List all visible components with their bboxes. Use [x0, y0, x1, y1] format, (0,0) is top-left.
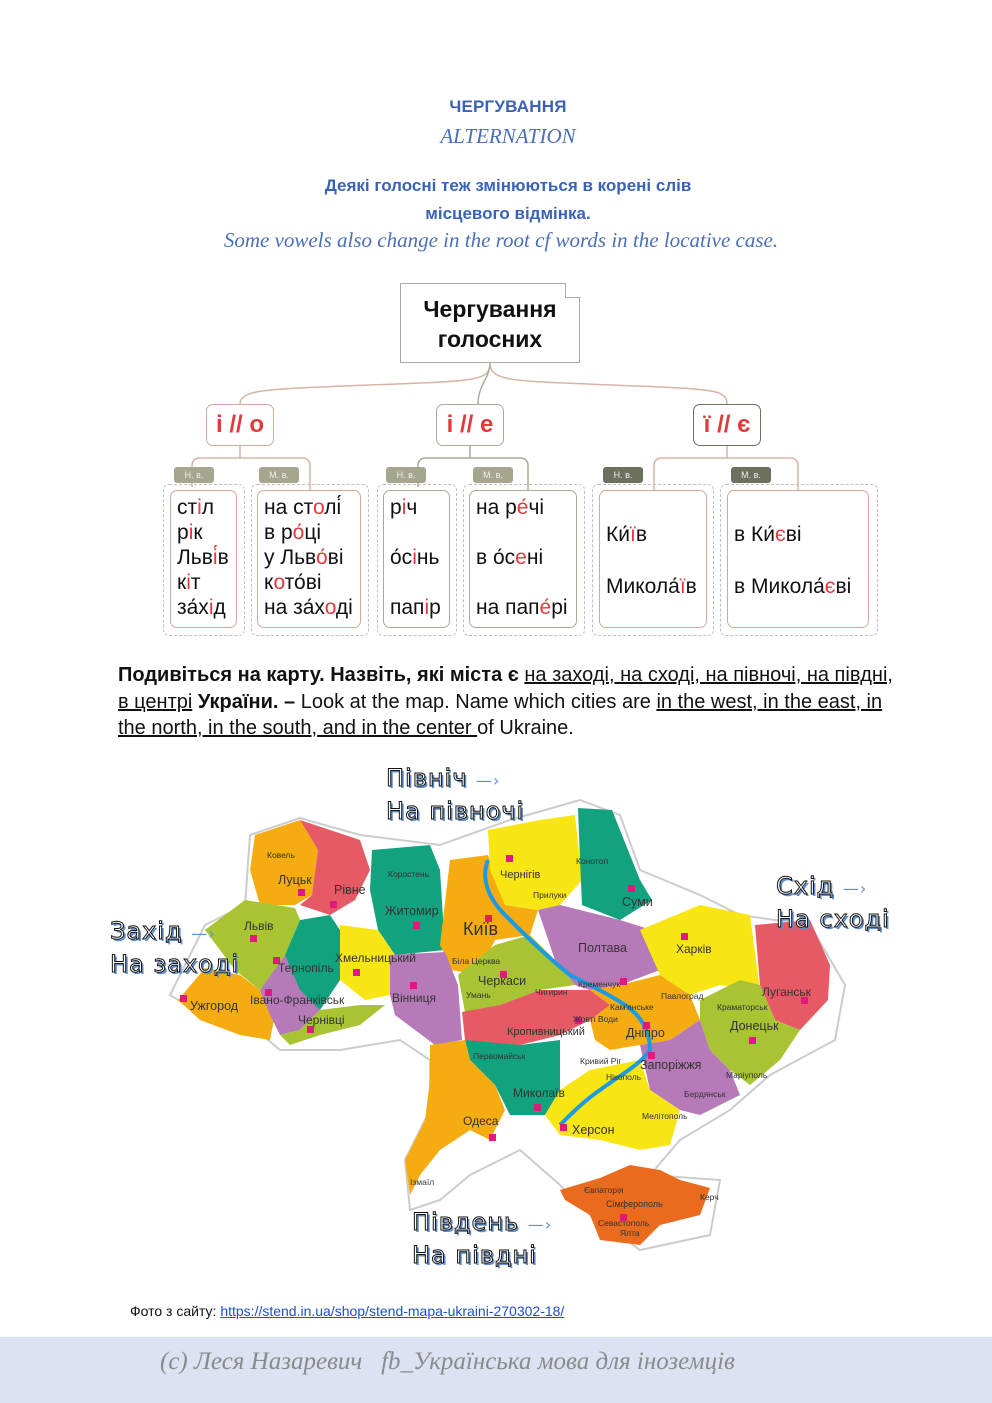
- direction-south: [412, 1207, 552, 1271]
- west-label: Захід: [110, 917, 183, 945]
- north-locative-label: На півночі: [386, 797, 525, 825]
- svg-text:Вінниця: Вінниця: [392, 991, 436, 1005]
- photo-credit: [130, 1303, 564, 1319]
- svg-text:Львів: Львів: [244, 919, 274, 933]
- east-locative-label: На сході: [776, 905, 890, 933]
- word-item: на ре́чі: [476, 496, 545, 519]
- tag-nominative: Н. в.: [174, 467, 214, 483]
- word-item: кіт: [177, 571, 201, 594]
- arrow-icon: —›: [476, 771, 501, 790]
- svg-text:Тернопіль: Тернопіль: [278, 961, 334, 975]
- word-item: в Микола́єві: [734, 575, 852, 598]
- word-item: у Льво́ві: [264, 546, 344, 569]
- svg-text:Жовті Води: Жовті Води: [573, 1014, 618, 1024]
- svg-text:Миколаїв: Миколаїв: [513, 1086, 565, 1100]
- word-item: в о́сені: [476, 546, 544, 569]
- word-item: о́сінь: [390, 546, 440, 569]
- svg-text:Краматорськ: Краматорськ: [717, 1002, 768, 1012]
- footer-copyright: (c) Леся Назаревич fb_Українська мова для іноземців: [160, 1348, 735, 1375]
- svg-text:Павлоград: Павлоград: [661, 991, 704, 1001]
- tag-locative: М. в.: [473, 467, 513, 483]
- tag-nominative: Н. в.: [386, 467, 426, 483]
- svg-text:Сімферополь: Сімферополь: [606, 1199, 663, 1209]
- svg-text:Дніпро: Дніпро: [626, 1026, 665, 1040]
- svg-text:Керч: Керч: [700, 1192, 719, 1202]
- word-item: папір: [390, 596, 441, 619]
- svg-text:Конотоп: Конотоп: [576, 856, 609, 866]
- svg-text:Умань: Умань: [466, 990, 491, 1000]
- svg-text:Чигирин: Чигирин: [535, 987, 568, 997]
- word-item: Льві́в: [177, 546, 229, 569]
- tag-nominative: Н. в.: [603, 467, 643, 483]
- south-label: Південь: [412, 1208, 520, 1236]
- svg-text:Ковель: Ковель: [267, 850, 295, 860]
- svg-text:Полтава: Полтава: [578, 941, 627, 955]
- svg-text:Харків: Харків: [676, 942, 712, 956]
- svg-text:Луцьк: Луцьк: [278, 873, 312, 887]
- svg-text:Первомайськ: Первомайськ: [473, 1051, 526, 1061]
- page-title-english: ALTERNATION: [440, 124, 576, 148]
- svg-text:Київ: Київ: [463, 919, 499, 939]
- word-item: в ро́ці: [264, 521, 322, 544]
- south-locative-label: На півдні: [412, 1241, 537, 1269]
- svg-text:Бердянськ: Бердянськ: [684, 1089, 726, 1099]
- intro-line-2: місцевого відмінка.: [425, 204, 591, 223]
- svg-text:Рівне: Рівне: [334, 883, 366, 897]
- svg-text:Біла Церква: Біла Церква: [452, 956, 501, 966]
- north-label: Північ: [386, 764, 468, 792]
- tag-locative: М. в.: [731, 467, 771, 483]
- intro-english: Some vowels also change in the root cf words in the locative case.: [223, 228, 779, 252]
- svg-text:Прилуки: Прилуки: [533, 890, 567, 900]
- svg-text:Івано-Франківськ: Івано-Франківськ: [250, 993, 345, 1007]
- direction-east: [776, 871, 890, 935]
- word-item: за́хід: [177, 596, 226, 619]
- word-item: на папе́рі: [476, 596, 568, 619]
- word-item: річ: [390, 496, 418, 519]
- svg-text:Нікополь: Нікополь: [606, 1072, 642, 1082]
- word-item: кото́ві: [264, 571, 322, 594]
- root-line-2: голосних: [437, 326, 543, 352]
- pair-yi-ye: ї // є: [693, 404, 761, 446]
- arrow-icon: —›: [527, 1215, 553, 1234]
- svg-text:Чернівці: Чернівці: [298, 1013, 345, 1027]
- svg-text:Житомир: Житомир: [385, 904, 439, 918]
- word-item: Микола́їв: [606, 575, 697, 598]
- west-locative-label: На заході: [110, 950, 239, 978]
- svg-text:Маріуполь: Маріуполь: [726, 1070, 768, 1080]
- task-bold-2: України. –: [192, 690, 301, 713]
- task-english-1: Look at the map. Name which cities are: [300, 690, 657, 713]
- svg-text:Кривий Ріг: Кривий Ріг: [580, 1056, 622, 1066]
- svg-text:Кропивницький: Кропивницький: [507, 1026, 585, 1038]
- svg-text:Черкаси: Черкаси: [478, 974, 527, 988]
- svg-text:Хмельницький: Хмельницький: [335, 951, 416, 965]
- word-item: в Ки́єві: [734, 523, 802, 546]
- source-link[interactable]: https://stend.in.ua/shop/stend-mapa-ukraini-270302-18/: [220, 1303, 565, 1319]
- svg-text:Ялта: Ялта: [620, 1228, 640, 1238]
- word-item: на столі́: [264, 496, 342, 519]
- pair-i-e: і // е: [436, 404, 504, 446]
- task-underline-1: на заході, на сході, на півночі, на півдні, в центрі: [118, 664, 893, 713]
- task-underline-2: in the west, in the east, in the north, in the south, and in the center: [118, 690, 883, 739]
- svg-text:Суми: Суми: [622, 895, 653, 909]
- pair-i-o: і // о: [206, 404, 274, 446]
- word-item: Ки́їв: [606, 523, 647, 546]
- svg-text:Кременчук: Кременчук: [578, 979, 621, 989]
- tag-locative: М. в.: [259, 467, 299, 483]
- page-title: ЧЕРГУВАННЯ: [449, 97, 567, 116]
- arrow-icon: —›: [191, 924, 216, 943]
- svg-text:Запоріжжя: Запоріжжя: [640, 1058, 702, 1072]
- direction-west: [110, 916, 239, 980]
- direction-north: [386, 763, 524, 827]
- svg-text:Євпаторія: Євпаторія: [584, 1185, 624, 1195]
- task-bold-1: Подивіться на карту. Назвіть, які міста є: [118, 664, 525, 686]
- svg-text:Кам'янське: Кам'янське: [610, 1002, 654, 1012]
- svg-text:Ізмаїл: Ізмаїл: [410, 1177, 435, 1187]
- word-item: стіл: [177, 496, 215, 519]
- svg-text:Одеса: Одеса: [463, 1114, 499, 1128]
- root-line-1: Чергування: [423, 296, 557, 322]
- word-item: на за́ході: [264, 596, 353, 619]
- svg-text:Ужгород: Ужгород: [190, 999, 239, 1013]
- svg-text:Херсон: Херсон: [572, 1123, 615, 1137]
- svg-text:Луганськ: Луганськ: [762, 985, 811, 999]
- task-english-2: of Ukraine.: [477, 717, 574, 739]
- intro-line-1: Деякі голосні теж змінюються в корені слів: [324, 176, 692, 195]
- arrow-icon: —›: [842, 879, 868, 898]
- svg-text:Коростень: Коростень: [388, 869, 430, 879]
- svg-text:Чернігів: Чернігів: [500, 869, 541, 881]
- word-item: рік: [177, 521, 203, 544]
- svg-text:Севастополь: Севастополь: [598, 1218, 650, 1228]
- svg-text:Мелітополь: Мелітополь: [642, 1111, 688, 1121]
- credit-label: Фото з сайту:: [130, 1303, 221, 1319]
- east-label: Схід: [776, 872, 835, 900]
- svg-text:Донецьк: Донецьк: [730, 1019, 779, 1033]
